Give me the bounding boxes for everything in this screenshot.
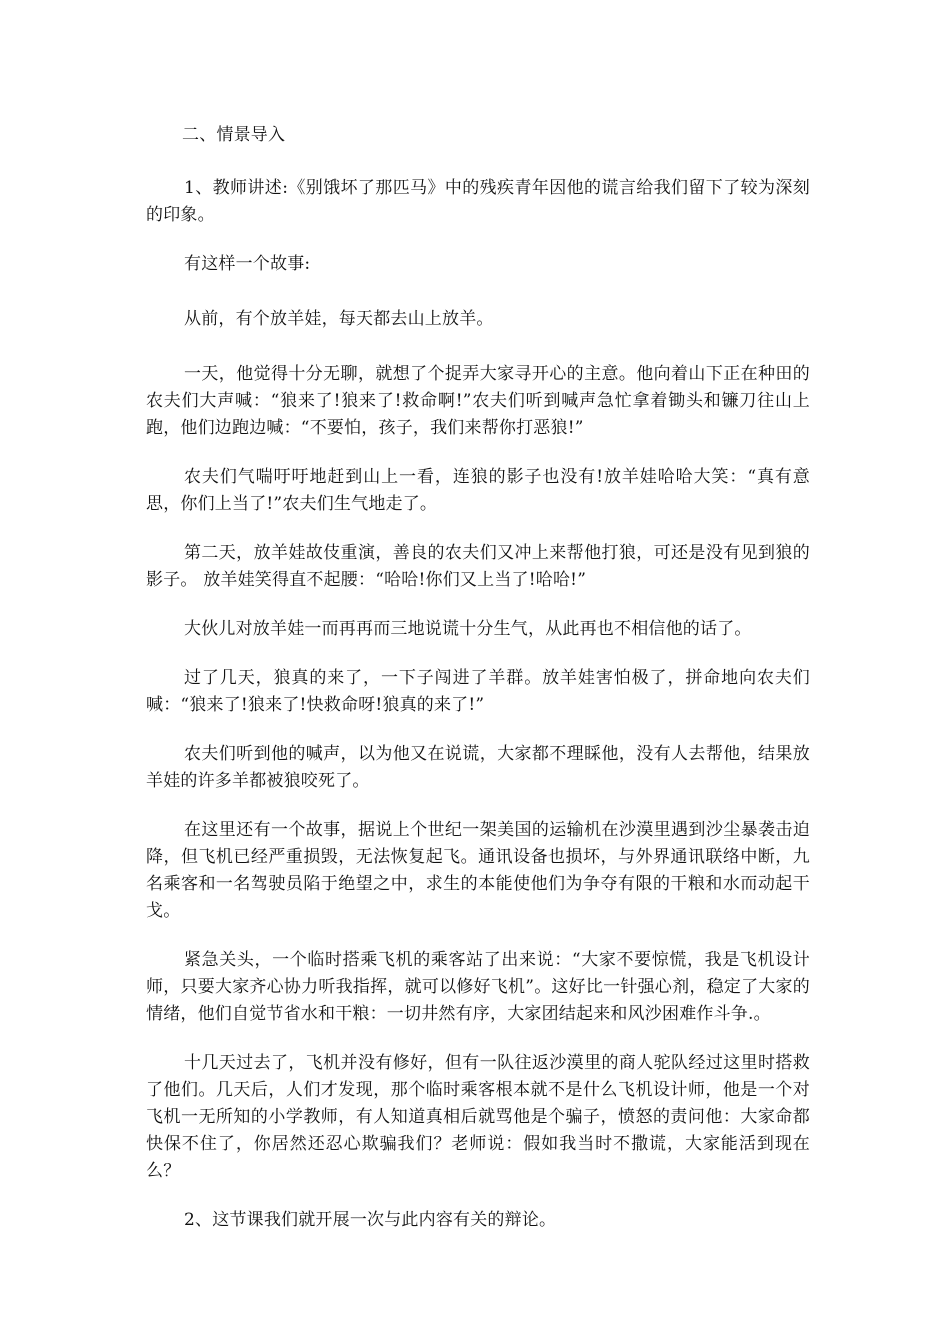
paragraph-debate-intro: 2、这节课我们就开展一次与此内容有关的辩论。 (184, 1210, 557, 1230)
paragraph-story-3: 农夫们气喘吁吁地赶到山上一看，连狼的影子也没有!放羊娃哈哈大笑：“真有意思，你们上当了!”农夫们生气地走了。 (146, 467, 810, 514)
paragraph-story-lead: 有这样一个故事: (184, 254, 311, 274)
section-heading: 二、情景导入 (182, 125, 286, 145)
paragraph-second-story-1: 在这里还有一个故事，据说上个世纪一架美国的运输机在沙漠里遇到沙尘暴袭击迫降，但飞机已经严重损毁，无法恢复起飞。通讯设备也损坏，与外界通讯联络中断，九名乘客和一名驾驶员陷于绝望之中，求生的本能使他们为争夺有限的干粮和水而动起干戈。 (146, 820, 810, 921)
paragraph-second-story-2: 紧急关头，一个临时搭乘飞机的乘客站了出来说：“大家不要惊慌，我是飞机设计师，只要大家齐心协力听我指挥，就可以修好飞机”。这好比一针强心剂，稳定了大家的情绪，他们自觉节省水和干粮：一切井然有序，大家团结起来和风沙困难作斗争.。 (146, 950, 810, 1024)
paragraph-story-4: 第二天，放羊娃故伎重演，善良的农夫们又冲上来帮他打狼，可还是没有见到狼的影子。 放羊娃笑得直不起腰：“哈哈!你们又上当了!哈哈!” (146, 543, 810, 590)
paragraph-story-6: 过了几天，狼真的来了，一下子闯进了羊群。放羊娃害怕极了，拼命地向农夫们喊：“狼来了!狼来了!快救命呀!狼真的来了!” (146, 668, 810, 715)
paragraph-story-7: 农夫们听到他的喊声，以为他又在说谎，大家都不理睬他，没有人去帮他，结果放羊娃的许多羊都被狼咬死了。 (146, 744, 810, 791)
paragraph-story-5: 大伙儿对放羊娃一而再再而三地说谎十分生气，从此再也不相信他的话了。 (184, 619, 752, 639)
paragraph-story-1: 从前，有个放羊娃，每天都去山上放羊。 (184, 309, 494, 329)
paragraph-second-story-3: 十几天过去了，飞机并没有修好，但有一队往返沙漠里的商人驼队经过这里时搭救了他们。几天后，人们才发现，那个临时乘客根本就不是什么飞机设计师，他是一个对飞机一无所知的小学教师，有人知道真相后就骂他是个骗子，愤怒的责问他：大家命都快保不住了，你居然还忍心欺骗我们？老师说：假如我当时不撒谎，大家能活到现在么？ (146, 1053, 810, 1181)
document-body (146, 122, 810, 1256)
paragraph-story-2: 一天，他觉得十分无聊，就想了个捉弄大家寻开心的主意。他向着山下正在种田的农夫们大声喊：“狼来了!狼来了!救命啊!”农夫们听到喊声急忙拿着锄头和镰刀往山上跑，他们边跑边喊：“不要怕，孩子，我们来帮你打恶狼!” (146, 364, 810, 438)
paragraph-teacher-intro: 1、教师讲述:《别饿坏了那匹马》中的残疾青年因他的谎言给我们留下了较为深刻的印象。 (146, 178, 810, 225)
